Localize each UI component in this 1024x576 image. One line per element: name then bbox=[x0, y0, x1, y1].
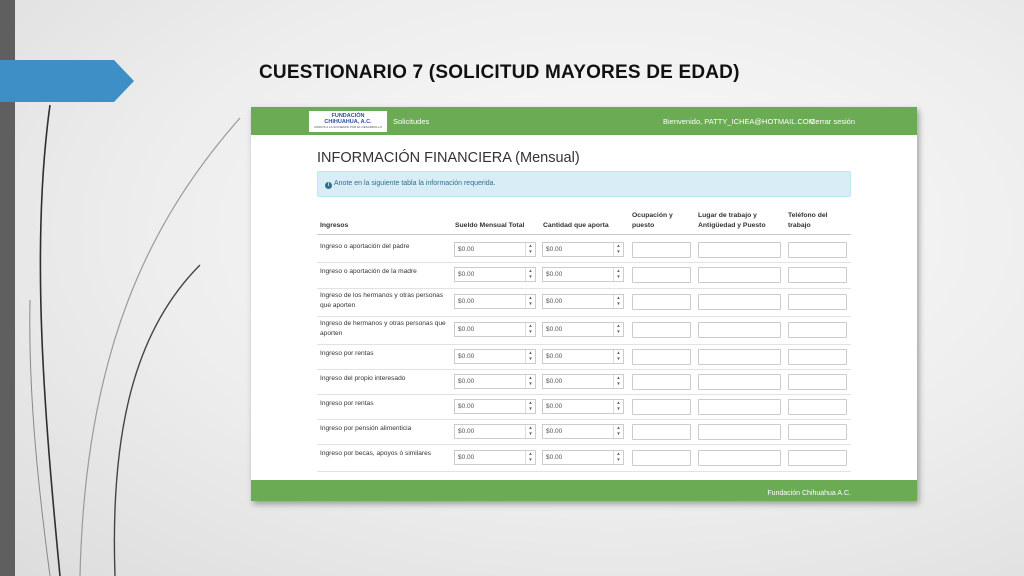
cantidad-aporta-input[interactable] bbox=[542, 267, 624, 282]
logo-line-2: CHIHUAHUA, A.C. bbox=[324, 119, 372, 125]
row-label: Ingreso o aportación del padre bbox=[320, 243, 410, 250]
stepper-up-icon[interactable]: ▲ bbox=[528, 425, 533, 430]
stepper-up-icon[interactable]: ▲ bbox=[528, 243, 533, 248]
sueldo-mensual-input[interactable] bbox=[454, 267, 536, 282]
row-divider bbox=[317, 394, 851, 395]
telefono-trabajo-input[interactable] bbox=[788, 267, 847, 283]
stepper-down-icon[interactable]: ▼ bbox=[616, 301, 621, 306]
number-stepper[interactable] bbox=[525, 451, 535, 464]
stepper-down-icon[interactable]: ▼ bbox=[616, 431, 621, 436]
stepper-down-icon[interactable]: ▼ bbox=[528, 274, 533, 279]
column-header-lugar-line-1: Lugar de trabajo y bbox=[698, 212, 757, 219]
row-label: Ingreso de los hermanos y otras personas que aporten bbox=[320, 292, 444, 309]
column-header-ocupacion-line-1: Ocupación y bbox=[632, 212, 673, 219]
telefono-trabajo-input[interactable] bbox=[788, 349, 847, 365]
lugar-trabajo-input[interactable] bbox=[698, 424, 781, 440]
brand-logo[interactable] bbox=[309, 111, 387, 132]
telefono-trabajo-input[interactable] bbox=[788, 424, 847, 440]
stepper-up-icon[interactable]: ▲ bbox=[528, 323, 533, 328]
number-stepper[interactable] bbox=[613, 350, 623, 363]
number-stepper[interactable] bbox=[613, 243, 623, 256]
row-label: Ingreso por pensión alimenticia bbox=[320, 425, 412, 432]
column-header-cantidad: Cantidad que aporta bbox=[543, 222, 609, 229]
telefono-trabajo-input[interactable] bbox=[788, 399, 847, 415]
lugar-trabajo-input[interactable] bbox=[698, 267, 781, 283]
stepper-up-icon[interactable]: ▲ bbox=[528, 375, 533, 380]
stepper-up-icon[interactable]: ▲ bbox=[616, 323, 621, 328]
logo-tagline: UNIDOS A LA SOCIEDAD POR EL DESARROLLO bbox=[313, 125, 383, 129]
ocupacion-input[interactable] bbox=[632, 424, 691, 440]
stepper-up-icon[interactable]: ▲ bbox=[616, 295, 621, 300]
number-stepper[interactable] bbox=[613, 400, 623, 413]
info-alert bbox=[317, 171, 851, 197]
sueldo-mensual-input[interactable] bbox=[454, 424, 536, 439]
stepper-up-icon[interactable]: ▲ bbox=[616, 243, 621, 248]
row-divider bbox=[317, 344, 851, 345]
number-stepper[interactable] bbox=[525, 243, 535, 256]
sueldo-mensual-value: $0.00 bbox=[458, 378, 475, 385]
telefono-trabajo-input[interactable] bbox=[788, 450, 847, 466]
number-stepper[interactable] bbox=[525, 350, 535, 363]
cantidad-aporta-input[interactable] bbox=[542, 242, 624, 257]
stepper-down-icon[interactable]: ▼ bbox=[616, 356, 621, 361]
number-stepper[interactable] bbox=[613, 323, 623, 336]
number-stepper[interactable] bbox=[613, 451, 623, 464]
stepper-up-icon[interactable]: ▲ bbox=[528, 451, 533, 456]
column-header-lugar bbox=[698, 211, 766, 231]
number-stepper[interactable] bbox=[613, 295, 623, 308]
ocupacion-input[interactable] bbox=[632, 267, 691, 283]
number-stepper[interactable] bbox=[525, 323, 535, 336]
row-divider bbox=[317, 444, 851, 445]
lugar-trabajo-input[interactable] bbox=[698, 374, 781, 390]
stepper-down-icon[interactable]: ▼ bbox=[616, 274, 621, 279]
sueldo-mensual-value: $0.00 bbox=[458, 271, 475, 278]
cantidad-aporta-value: $0.00 bbox=[546, 353, 563, 360]
cantidad-aporta-value: $0.00 bbox=[546, 326, 563, 333]
cantidad-aporta-value: $0.00 bbox=[546, 378, 563, 385]
sueldo-mensual-input[interactable] bbox=[454, 374, 536, 389]
number-stepper[interactable] bbox=[525, 400, 535, 413]
slide-title: CUESTIONARIO 7 (SOLICITUD MAYORES DE EDAD) bbox=[259, 62, 740, 83]
ocupacion-input[interactable] bbox=[632, 450, 691, 466]
number-stepper[interactable] bbox=[525, 268, 535, 281]
sueldo-mensual-input[interactable] bbox=[454, 399, 536, 414]
row-divider bbox=[317, 419, 851, 420]
number-stepper[interactable] bbox=[613, 375, 623, 388]
telefono-trabajo-input[interactable] bbox=[788, 322, 847, 338]
cantidad-aporta-value: $0.00 bbox=[546, 246, 563, 253]
column-header-telefono-line-1: Teléfono del bbox=[788, 212, 828, 219]
ocupacion-input[interactable] bbox=[632, 374, 691, 390]
sueldo-mensual-input[interactable] bbox=[454, 450, 536, 465]
telefono-trabajo-input[interactable] bbox=[788, 242, 847, 258]
stepper-up-icon[interactable]: ▲ bbox=[528, 350, 533, 355]
ocupacion-input[interactable] bbox=[632, 242, 691, 258]
app-screenshot bbox=[251, 107, 917, 501]
lugar-trabajo-input[interactable] bbox=[698, 399, 781, 415]
logout-link[interactable]: Cerrar sesión bbox=[810, 117, 856, 126]
lugar-trabajo-input[interactable] bbox=[698, 450, 781, 466]
row-label: Ingreso por rentas bbox=[320, 350, 374, 357]
stepper-down-icon[interactable]: ▼ bbox=[616, 457, 621, 462]
sueldo-mensual-input[interactable] bbox=[454, 242, 536, 257]
stepper-down-icon[interactable]: ▼ bbox=[528, 431, 533, 436]
cantidad-aporta-input[interactable] bbox=[542, 294, 624, 309]
row-divider bbox=[317, 262, 851, 263]
cantidad-aporta-input[interactable] bbox=[542, 322, 624, 337]
stepper-up-icon[interactable]: ▲ bbox=[616, 400, 621, 405]
column-header-ocupacion bbox=[632, 211, 673, 231]
lugar-trabajo-input[interactable] bbox=[698, 294, 781, 310]
stepper-up-icon[interactable]: ▲ bbox=[528, 295, 533, 300]
stepper-down-icon[interactable]: ▼ bbox=[616, 249, 621, 254]
column-header-ingresos: Ingresos bbox=[320, 222, 349, 229]
stepper-down-icon[interactable]: ▼ bbox=[528, 329, 533, 334]
sueldo-mensual-input[interactable] bbox=[454, 294, 536, 309]
stepper-down-icon[interactable]: ▼ bbox=[528, 406, 533, 411]
stepper-up-icon[interactable]: ▲ bbox=[616, 375, 621, 380]
sueldo-mensual-value: $0.00 bbox=[458, 353, 475, 360]
stepper-down-icon[interactable]: ▼ bbox=[528, 249, 533, 254]
table-header-divider bbox=[317, 234, 851, 235]
row-label: Ingreso por becas, apoyos ó similares bbox=[320, 450, 432, 457]
cantidad-aporta-input[interactable] bbox=[542, 424, 624, 439]
number-stepper[interactable] bbox=[613, 425, 623, 438]
stepper-up-icon[interactable]: ▲ bbox=[528, 400, 533, 405]
slide-arrow-banner bbox=[0, 60, 134, 102]
ocupacion-input[interactable] bbox=[632, 322, 691, 338]
logo-line-1: FUNDACIÓN bbox=[331, 113, 365, 119]
stepper-up-icon[interactable]: ▲ bbox=[616, 268, 621, 273]
column-header-telefono-line-2: trabajo bbox=[788, 222, 811, 229]
number-stepper[interactable] bbox=[525, 295, 535, 308]
row-divider bbox=[317, 471, 851, 472]
cantidad-aporta-input[interactable] bbox=[542, 349, 624, 364]
sueldo-mensual-value: $0.00 bbox=[458, 326, 475, 333]
sueldo-mensual-input[interactable] bbox=[454, 349, 536, 364]
number-stepper[interactable] bbox=[525, 425, 535, 438]
stepper-down-icon[interactable]: ▼ bbox=[528, 457, 533, 462]
telefono-trabajo-input[interactable] bbox=[788, 294, 847, 310]
sueldo-mensual-value: $0.00 bbox=[458, 428, 475, 435]
ocupacion-input[interactable] bbox=[632, 399, 691, 415]
row-label: Ingreso de hermanos y otras personas que aporten bbox=[320, 320, 446, 337]
cantidad-aporta-value: $0.00 bbox=[546, 428, 563, 435]
column-header-sueldo: Sueldo Mensual Total bbox=[455, 222, 525, 229]
stepper-up-icon[interactable]: ▲ bbox=[616, 425, 621, 430]
stepper-down-icon[interactable]: ▼ bbox=[616, 329, 621, 334]
telefono-trabajo-input[interactable] bbox=[788, 374, 847, 390]
row-label: Ingreso por rentas bbox=[320, 400, 374, 407]
cantidad-aporta-value: $0.00 bbox=[546, 298, 563, 305]
cantidad-aporta-input[interactable] bbox=[542, 399, 624, 414]
nav-link-solicitudes[interactable]: Solicitudes bbox=[393, 117, 430, 126]
column-header-telefono bbox=[788, 211, 828, 231]
ocupacion-input[interactable] bbox=[632, 294, 691, 310]
ocupacion-input[interactable] bbox=[632, 349, 691, 365]
stepper-down-icon[interactable]: ▼ bbox=[616, 406, 621, 411]
sueldo-mensual-value: $0.00 bbox=[458, 454, 475, 461]
number-stepper[interactable] bbox=[613, 268, 623, 281]
sueldo-mensual-value: $0.00 bbox=[458, 403, 475, 410]
row-divider bbox=[317, 316, 851, 317]
stepper-up-icon[interactable]: ▲ bbox=[528, 268, 533, 273]
sueldo-mensual-value: $0.00 bbox=[458, 298, 475, 305]
sueldo-mensual-input[interactable] bbox=[454, 322, 536, 337]
lugar-trabajo-input[interactable] bbox=[698, 322, 781, 338]
cantidad-aporta-input[interactable] bbox=[542, 374, 624, 389]
cantidad-aporta-value: $0.00 bbox=[546, 271, 563, 278]
stepper-down-icon[interactable]: ▼ bbox=[616, 381, 621, 386]
lugar-trabajo-input[interactable] bbox=[698, 349, 781, 365]
sueldo-mensual-value: $0.00 bbox=[458, 246, 475, 253]
row-label: Ingreso del propio interesado bbox=[320, 375, 406, 382]
lugar-trabajo-input[interactable] bbox=[698, 242, 781, 258]
welcome-user-link[interactable]: Bienvenido, PATTY_ICHEA@HOTMAIL.COM bbox=[663, 117, 815, 126]
cantidad-aporta-value: $0.00 bbox=[546, 454, 563, 461]
stepper-down-icon[interactable]: ▼ bbox=[528, 356, 533, 361]
stepper-up-icon[interactable]: ▲ bbox=[616, 451, 621, 456]
navbar bbox=[251, 107, 917, 135]
column-header-lugar-line-2: Antigüedad y Puesto bbox=[698, 222, 766, 229]
row-divider bbox=[317, 369, 851, 370]
footer bbox=[251, 480, 917, 501]
row-divider bbox=[317, 288, 851, 289]
stepper-up-icon[interactable]: ▲ bbox=[616, 350, 621, 355]
column-header-ocupacion-line-2: puesto bbox=[632, 222, 655, 229]
row-label: Ingreso o aportación de la madre bbox=[320, 268, 417, 275]
stepper-down-icon[interactable]: ▼ bbox=[528, 381, 533, 386]
cantidad-aporta-value: $0.00 bbox=[546, 403, 563, 410]
number-stepper[interactable] bbox=[525, 375, 535, 388]
info-icon: i bbox=[325, 182, 332, 189]
footer-text: Fundación Chihuahua A.C. bbox=[767, 490, 851, 497]
page-heading: INFORMACIÓN FINANCIERA (Mensual) bbox=[317, 150, 580, 166]
alert-text: Anote en la siguiente tabla la información requerida. bbox=[334, 180, 496, 187]
cantidad-aporta-input[interactable] bbox=[542, 450, 624, 465]
stepper-down-icon[interactable]: ▼ bbox=[528, 301, 533, 306]
